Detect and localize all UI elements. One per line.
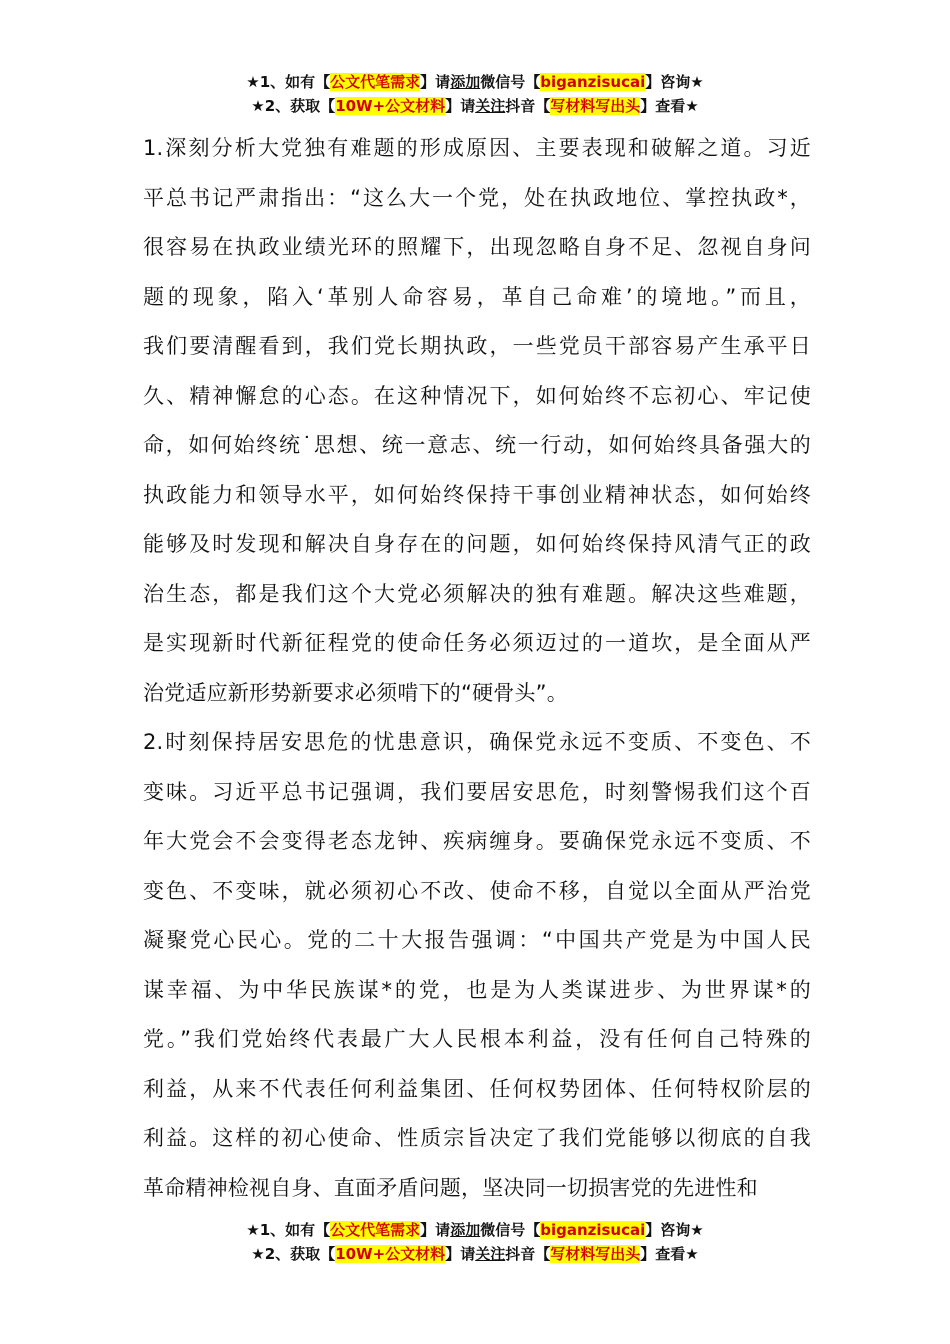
banner-highlight: 公文代笔需求: [330, 73, 421, 91]
text-line: 变色、不变味，就必须初心不改、使命不移，自觉以全面从严治党: [143, 878, 811, 903]
banner-line-2: [0, 1242, 950, 1266]
banner-text: ★2、获取【: [251, 97, 336, 115]
footer-banner: [0, 1218, 950, 1266]
banner-highlight: 写材料写出头: [550, 1245, 641, 1263]
text-line: 变味。习近平总书记强调，我们要居安思危，时刻警惕我们这个百: [143, 779, 811, 804]
paragraph: [143, 718, 811, 1213]
text-line: 很容易在执政业绩光环的照耀下，出现忽略自身不足、忽视自身问: [143, 235, 811, 259]
text-line: 利益。这样的初心使命、性质宗旨决定了我们党能够以彻底的自我: [143, 1126, 811, 1150]
text-line: 是实现新时代新征程党的使命任务必须迈过的一道坎，是全面从严: [143, 631, 811, 655]
banner-text: 】请: [420, 73, 451, 91]
banner-highlight: biganzisucai: [540, 1221, 646, 1239]
banner-underline: 关注: [475, 1245, 506, 1263]
banner-line-1: [0, 70, 950, 94]
text-line: 治生态，都是我们这个大党必须解决的独有难题。解决这些难题，: [143, 581, 811, 606]
banner-text: ★1、如有【: [246, 73, 331, 91]
banner-highlight: 10W+公文材料: [335, 1245, 446, 1263]
banner-highlight: 公文代笔需求: [330, 1221, 421, 1239]
banner-text: 抖音【: [505, 1245, 551, 1263]
text-line: 利益，从来不代表任何利益集团、任何权势团体、任何特权阶层的: [143, 1076, 811, 1101]
text-line: 1.深刻分析大党独有难题的形成原因、主要表现和破解之道。习近: [143, 136, 811, 160]
text-line: 凝聚党心民心。党的二十大报告强调：“中国共产党是为中国人民: [143, 928, 811, 952]
header-banner: [0, 70, 950, 118]
banner-text: 微信号【: [480, 73, 541, 91]
text-line: 久、精神懈怠的心态。在这种情况下，如何始终不忘初心、牢记使: [143, 383, 811, 408]
banner-text: ★1、如有【: [246, 1221, 331, 1239]
paragraph: [143, 124, 811, 718]
text-line: 题的现象，陷入‘革别人命容易，革自己命难’的境地。”而且，: [143, 284, 811, 309]
text-line: 我们要清醒看到，我们党长期执政，一些党员干部容易产生承平日: [143, 334, 811, 358]
banner-text: ★2、获取【: [251, 1245, 336, 1263]
banner-highlight: 10W+公文材料: [335, 97, 446, 115]
text-line: 2.时刻保持居安思危的忧患意识，确保党永远不变质、不变色、不: [143, 730, 811, 754]
banner-underline: 添加: [450, 1221, 481, 1239]
text-line: 平总书记严肃指出：“这么大一个党，处在执政地位、掌控执政*，: [143, 185, 811, 210]
banner-text: 微信号【: [480, 1221, 541, 1239]
text-line: 谋幸福、为中华民族谋*的党，也是为人类谋进步、为世界谋*的: [143, 977, 811, 1002]
banner-underline: 添加: [450, 73, 481, 91]
banner-text: 】请: [445, 1245, 476, 1263]
banner-highlight: 写材料写出头: [550, 97, 641, 115]
text-line: 能够及时发现和解决自身存在的问题，如何始终保持风清气正的政: [143, 532, 811, 556]
banner-text: 】查看★: [640, 97, 699, 115]
text-line: 革命精神检视自身、直面矛盾问题，坚决同一切损害党的先进性和: [143, 1175, 758, 1200]
banner-line-2: [0, 94, 950, 118]
banner-text: 】查看★: [640, 1245, 699, 1263]
text-line: 党。”我们党始终代表最广大人民根本利益，没有任何自己特殊的: [143, 1027, 811, 1051]
banner-text: 抖音【: [505, 97, 551, 115]
banner-text: 】请: [420, 1221, 451, 1239]
banner-text: 】咨询★: [645, 73, 704, 91]
banner-text: 】咨询★: [645, 1221, 704, 1239]
text-line: 治党适应新形势新要求必须啃下的“硬骨头”。: [143, 680, 568, 705]
text-line: 命，如何始终统˙思想、统一意志、统一行动，如何始终具备强大的: [143, 433, 811, 457]
banner-text: 】请: [445, 97, 476, 115]
document-body: [143, 124, 811, 1213]
text-line: 年大党会不会变得老态龙钟、疾病缠身。要确保党永远不变质、不: [143, 829, 811, 853]
text-line: 执政能力和领导水平，如何始终保持干事创业精神状态，如何始终: [143, 482, 811, 507]
banner-highlight: biganzisucai: [540, 73, 646, 91]
banner-underline: 关注: [475, 97, 506, 115]
banner-line-1: [0, 1218, 950, 1242]
